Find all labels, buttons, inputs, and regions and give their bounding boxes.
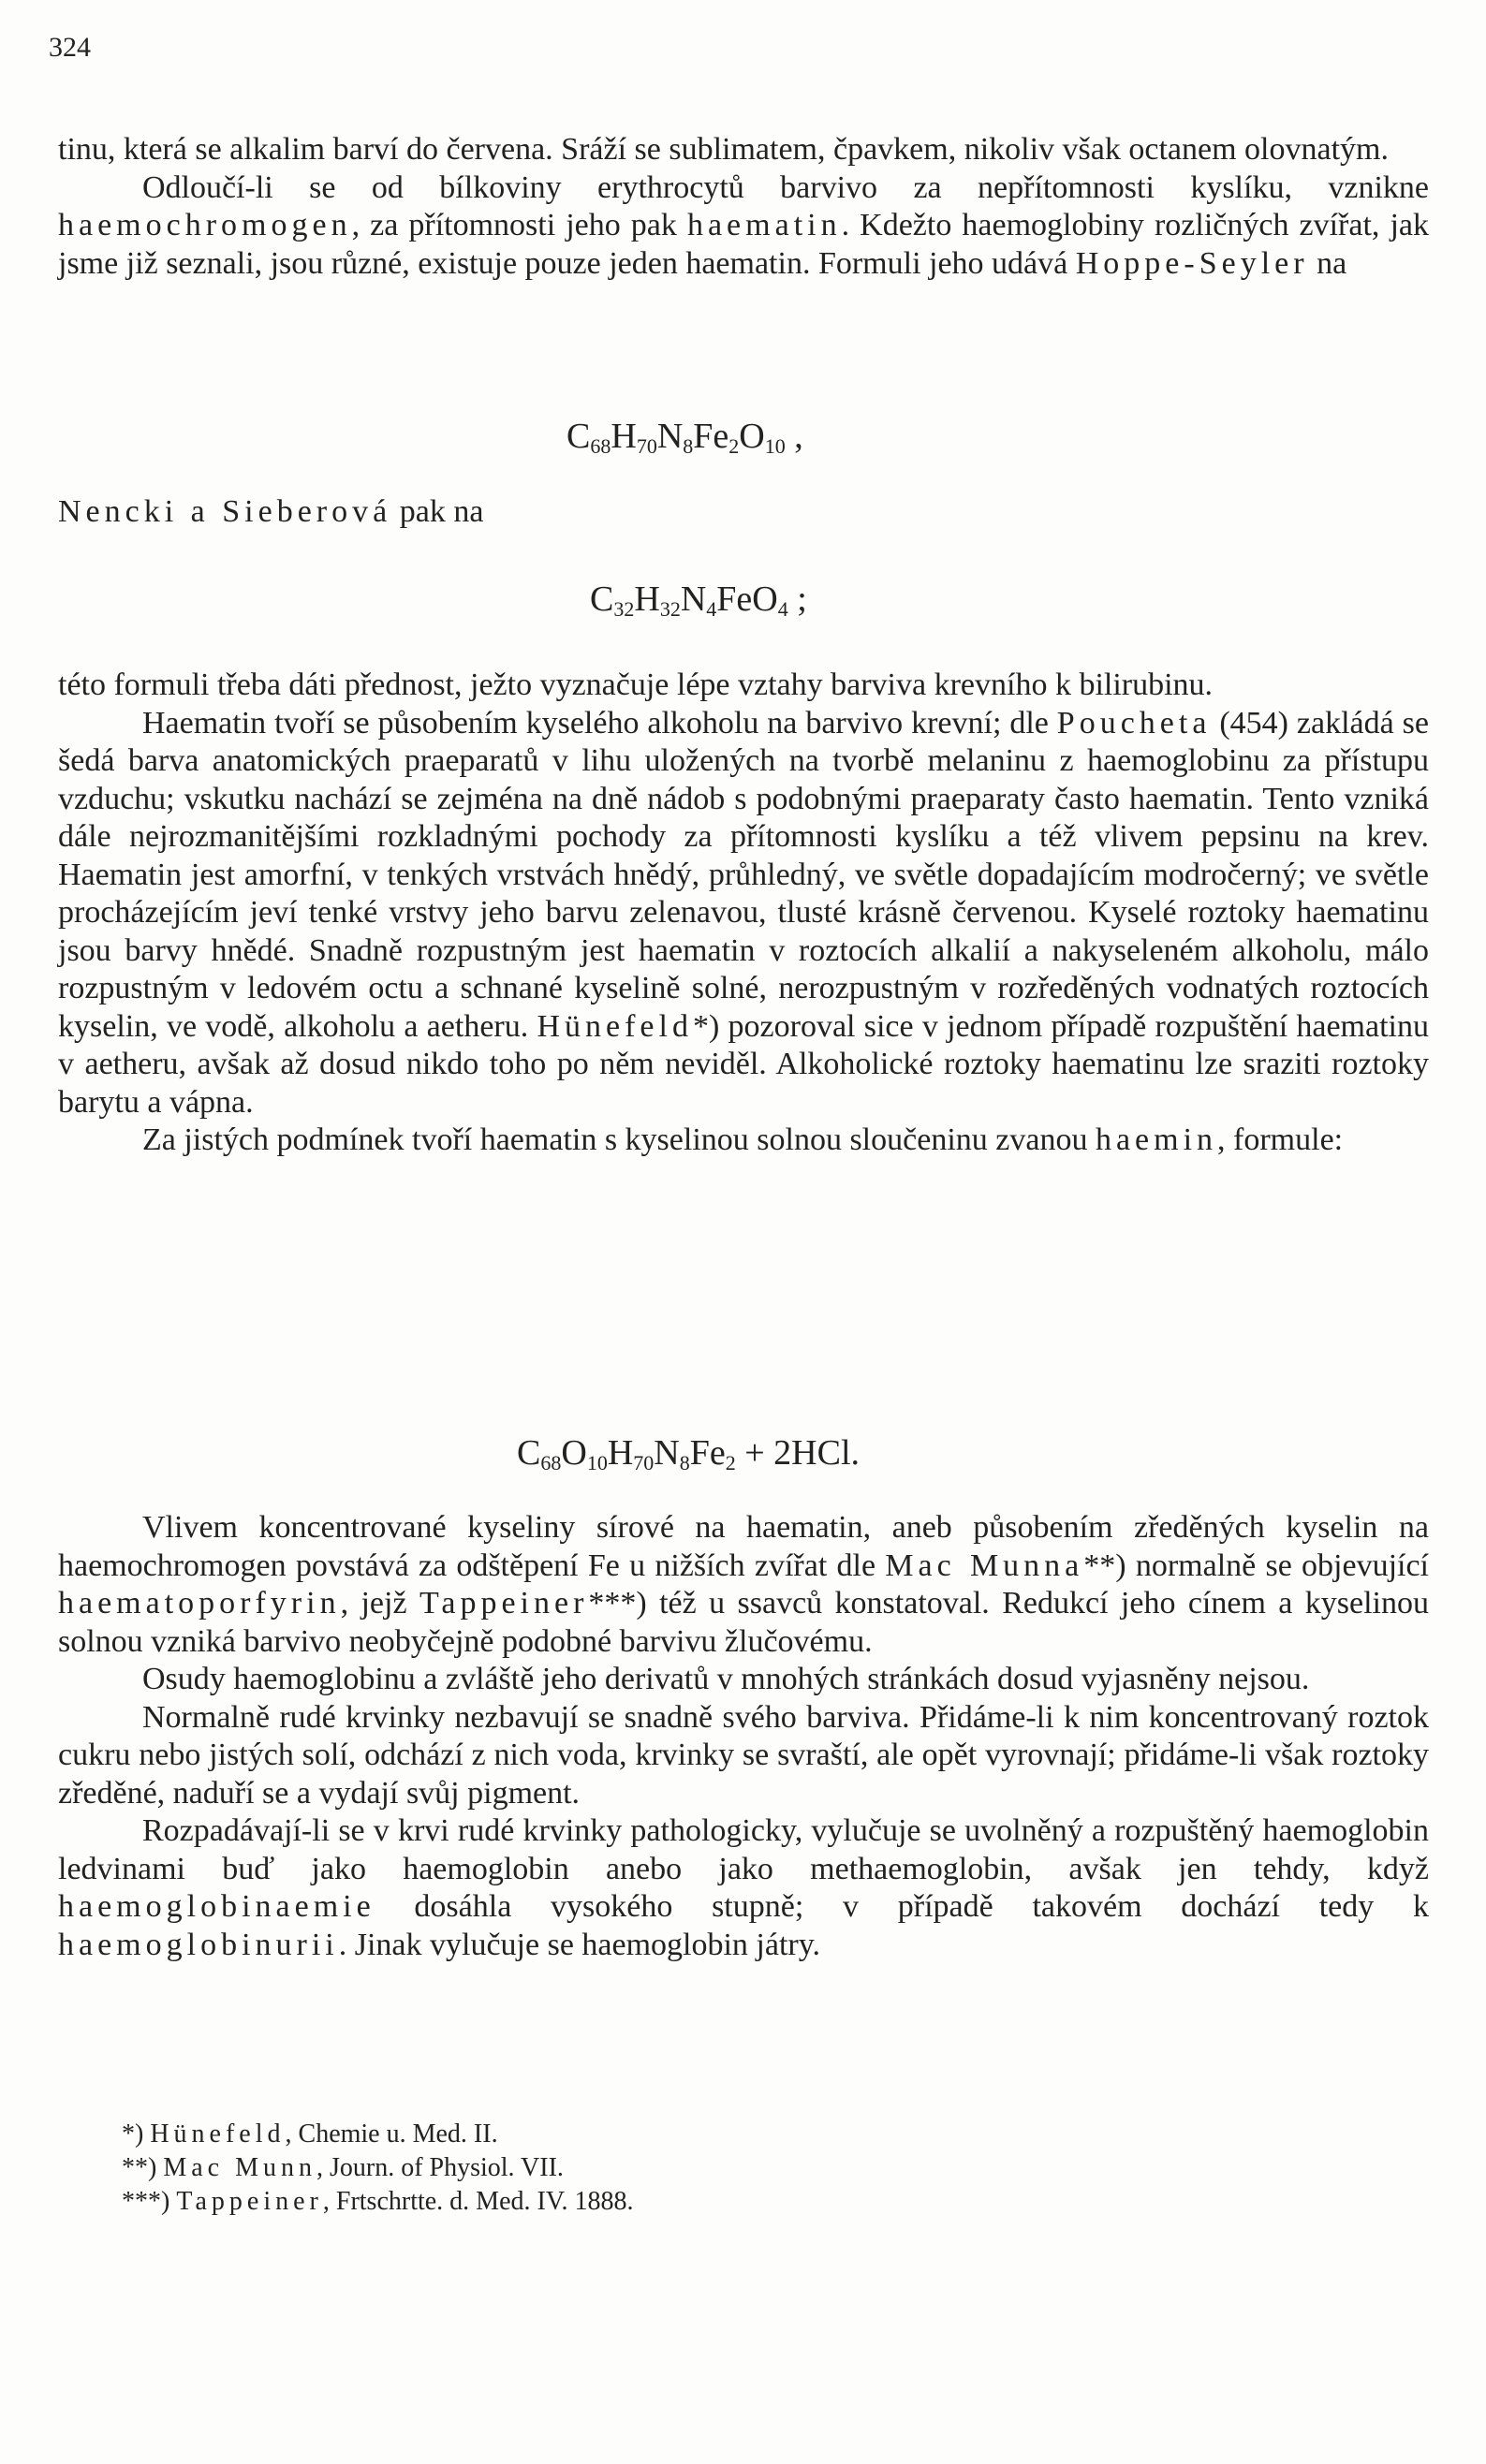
term-haemochromogen: haemochromogen [58,208,352,242]
formula-element: O [561,1433,587,1473]
footnote-author: Tappeiner [176,2187,323,2216]
formula-subscript: 8 [683,434,694,458]
footnote-mark: *) [122,2119,144,2149]
formula-element: C [517,1433,541,1473]
text-run: Haematin tvoří se působením kyselého alkoholu na barvivo krevní; dle [142,705,1057,741]
term-haematin: haematin [686,208,842,242]
footnote-reference: , Chemie u. Med. II. [285,2119,498,2149]
formula-punctuation: ; [787,579,807,619]
text-run: , jejž [340,1586,419,1621]
formula-punctuation: , [785,417,803,456]
paragraph-haematoporfyrin [58,1509,1429,1661]
formula-subscript: 70 [636,434,657,458]
formula-subscript: 32 [659,597,681,621]
text-run: Vlivem koncentrované kyseliny sírové na haematin, aneb působením zředěných kyselin na haemochromogen povstává za odštěpení Fe u nižších zvířat dle [58,1510,1429,1583]
text-run: *) pozoroval sice v jednom případě rozpuštění haematinu v aetheru, avšak až dosud nikdo toho po něm neviděl. Alkoholické roztoky haematinu lze sraziti roztoky barytu a vápna. [58,1008,1429,1120]
formula-haemin [517,1432,860,1475]
paragraph-haematin-formation [58,705,1429,1122]
text-run: , formule: [1217,1122,1344,1157]
formula-subscript: 4 [777,597,788,621]
formula-element: C [590,579,614,619]
text-run: . Kdežto haemoglobiny rozličných zvířat, jak jsme již seznali, jsou různé, existuje pouze jeden haematin. Formuli jeho udává [58,208,1429,281]
formula-hoppe-seyler [566,416,803,459]
formula-subscript: 10 [586,1451,608,1474]
text-run: , za přítomnosti jeho pak [351,208,687,242]
formula-element: H [611,417,637,456]
paragraph-continuation: tinu, která se alkalim barví do červena. Sráží se sublimatem, čpavkem, nikoliv však octanem olovnatým. [58,132,1389,167]
footnote-mark: ***) [122,2187,170,2216]
formula-element: N [654,1433,680,1473]
author-hoppe-seyler: Hoppe-Seyler [1075,245,1309,281]
footnotes [122,2118,633,2219]
text-run: Odloučí-li se od bílkoviny erythrocytů barvivo za nepřítomnosti kyslíku, vznikne [142,169,1429,205]
text-block-top [58,131,1429,283]
footnote [122,2118,633,2151]
text-run: Za jistých podmínek tvoří haematin s kyselinou solnou sloučeninu zvanou [142,1122,1096,1157]
text-block-middle [58,667,1429,1160]
author-tappeiner: Tappeiner [419,1586,589,1621]
footnote-mark: **) [122,2153,157,2182]
footnote [122,2185,633,2219]
page-number: 324 [49,32,91,63]
footnote-author: Hünefeld [150,2119,286,2149]
formula-element: Fe [689,1433,726,1473]
footnote-reference: , Frtschrtte. d. Med. IV. 1888. [322,2187,634,2216]
formula-subscript: 4 [706,597,717,621]
formula-nencki [590,579,807,622]
formula-subscript: 10 [764,434,786,458]
paragraph-haematin-intro [58,169,1429,284]
term-haemoglobinaemie: haemoglobinaemie [58,1889,375,1924]
paragraph-haemin [58,1122,1429,1160]
formula-punctuation: + 2HCl. [735,1433,860,1473]
formula-subscript: 32 [613,597,635,621]
term-haemin: haemin [1095,1122,1218,1157]
author-mac-munn: Mac Munna [885,1547,1084,1583]
text-run: Rozpadávají-li se v krvi rudé krvinky pathologicky, vylučuje se uvolněný a rozpuštěný haemoglobin ledvinami buď jako haemoglobin anebo jako methaemoglobin, avšak jen tehdy, když [58,1813,1429,1886]
term-haemoglobinurii: haemoglobinurii [58,1927,339,1962]
paragraph-rozpadavani [58,1812,1429,1964]
nencki-line [58,494,483,530]
author-nencki-sieberova: Nencki a Sieberová [58,494,392,529]
text-run: **) normalně se objevující [1083,1547,1429,1583]
text-run: ***) též u ssavců konstatoval. Redukcí jeho cínem a kyselinou solnou vzniká barvivo neobyčejně podobné barvivu žlučovému. [58,1586,1430,1659]
text-run: . Jinak vylučuje se haemoglobin játry. [338,1927,821,1962]
footnote-author: Mac Munn [163,2153,316,2182]
formula-element: H [607,1433,634,1473]
footnote [122,2151,633,2185]
text-run: pak na [391,494,484,529]
formula-subscript: 2 [725,1451,736,1474]
text-run: na [1308,245,1347,281]
formula-element: C [566,417,591,456]
formula-subscript: 2 [728,434,740,458]
formula-element: N [680,579,707,619]
text-run: dosáhla vysokého stupně; v případě takovém dochází tedy k [375,1889,1429,1924]
formula-element: FeO [716,579,778,619]
text-block-bottom [58,1509,1429,1964]
paragraph-osudy: Osudy haemoglobinu a zvláště jeho derivatů v mnohých stránkách dosud vyjasněny nejsou. [142,1662,1310,1696]
author-pouchet: Poucheta [1056,705,1212,741]
paragraph-krvinky: Normalně rudé krvinky nezbavují se snadně svého barviva. Přidáme-li k nim koncentrovaný roztok cukru nebo jistých solí, odchází z nich voda, krvinky se svraští, ale opět vyrovnají; přidáme-li však roztoky zředěné, naduří se a vydají svůj pigment. [58,1699,1429,1811]
footnote-reference: , Journ. of Physiol. VII. [316,2153,564,2182]
formula-element: H [634,579,660,619]
term-haematoporfyrin: haematoporfyrin [58,1586,341,1621]
formula-subscript: 70 [633,1451,655,1474]
formula-subscript: 68 [540,1451,562,1474]
formula-subscript: 68 [590,434,611,458]
formula-element: O [739,417,765,456]
formula-element: N [656,417,684,456]
paragraph-bilirubin: této formuli třeba dáti přednost, ježto vyznačuje lépe vztahy barviva krevního k bilirubinu. [58,667,1214,702]
formula-subscript: 8 [679,1451,690,1474]
author-hunefeld: Hünefeld [537,1008,693,1044]
formula-element: Fe [693,417,729,456]
text-run: (454) zakládá se šedá barva anatomických praeparatů v lihu uložených na tvorbě melaninu z haemoglobinu za přístupu vzduchu; vskutku nachází se zejména na dně nádob s podobnými praeparaty často haematin. Tento vzniká dále nejrozmanitějšími rozkladnými pochody za přítomnosti kyslíku a též vlivem pepsinu na krev. Haematin jest amorfní, v tenkých vrstvách hnědý, průhledný, ve světle dopadajícím modročerný; ve světle procházejícím jeví tenké vrstvy jeho barvu zelenavou, tlusté krásně červenou. Kyselé roztoky haematinu jsou barvy hnědé. Snadně rozpustným jest haematin v roztocích alkalií a nakyseleném alkoholu, málo rozpustným v ledovém octu a schnané kyselině solné, nerozpustným v rozředěných vodnatých roztocích kyselin, ve vodě, alkoholu a aetheru. [58,705,1429,1044]
